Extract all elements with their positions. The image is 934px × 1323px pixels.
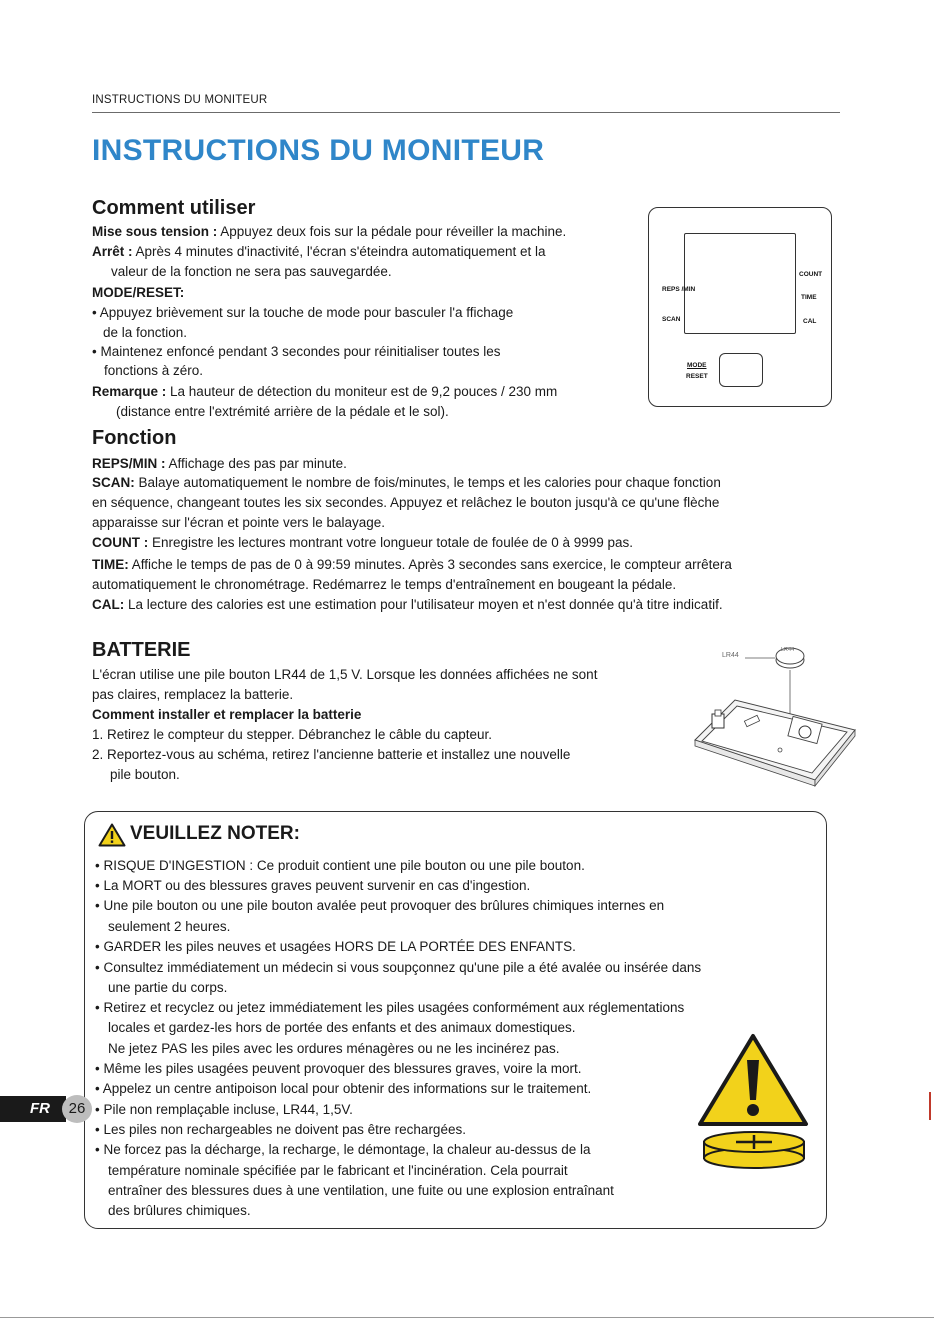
- usage-mode-reset-label: MODE/RESET:: [92, 285, 185, 300]
- usage-bullet-1-cont: de la fonction.: [103, 325, 188, 340]
- battery-text-2: pas claires, remplacez la batterie.: [92, 687, 294, 702]
- battery-howto-title: Comment installer et remplacer la batterie: [92, 707, 362, 722]
- coin-battery-icon: [702, 1130, 806, 1170]
- monitor-label-reset: RESET: [686, 373, 708, 380]
- usage-bullet-2-cont: fonctions à zéro.: [104, 363, 204, 378]
- warning-item-7: • Même les piles usagées peuvent provoquer des blessures graves, voire la mort.: [95, 1061, 582, 1076]
- function-count: [92, 533, 633, 553]
- warning-item-5-cont: une partie du corps.: [108, 980, 228, 995]
- function-reps-min: [92, 454, 347, 474]
- header-divider: [92, 112, 840, 113]
- warning-item-11-cont-2: entraîner des blessures dues à une ventilation, une fuite ou une explosion entraînant: [108, 1183, 614, 1198]
- page-number: 26: [68, 1100, 86, 1117]
- warning-item-4: • GARDER les piles neuves et usagées HORS DE LA PORTÉE DES ENFANTS.: [95, 939, 576, 954]
- section-title-usage: Comment utiliser: [92, 197, 256, 219]
- usage-power-off: [92, 242, 545, 262]
- battery-step-2-cont: pile bouton.: [110, 767, 180, 782]
- battery-step-1: 1. Retirez le compteur du stepper. Débranchez le câble du capteur.: [92, 727, 492, 742]
- battery-diagram-label: LR44: [722, 652, 739, 659]
- warning-triangle-icon: [98, 823, 126, 847]
- warning-title: VEUILLEZ NOTER:: [130, 823, 300, 844]
- function-cal: [92, 595, 723, 615]
- monitor-label-scan: SCAN: [662, 316, 681, 323]
- usage-power-off-text: Après 4 minutes d'inactivité, l'écran s'éteindra automatiquement et la: [132, 244, 546, 259]
- function-reps-min-text: Affichage des pas par minute.: [165, 456, 347, 471]
- warning-sign-icon: [696, 1032, 810, 1128]
- function-scan-cont-2: apparaisse sur l'écran et pointe vers le balayage.: [92, 515, 385, 530]
- usage-power-on-label: Mise sous tension :: [92, 224, 218, 239]
- usage-note-label: Remarque :: [92, 384, 167, 399]
- monitor-screen: [684, 233, 796, 334]
- usage-bullet-1: • Appuyez brièvement sur la touche de mode pour basculer l'a ffichage: [92, 305, 514, 320]
- running-header: INSTRUCTIONS DU MONITEUR: [92, 94, 268, 106]
- function-scan-text: Balaye automatiquement le nombre de fois/minutes, le temps et les calories pour chaque fonction: [134, 475, 721, 490]
- warning-item-11-cont-3: des brûlures chimiques.: [108, 1203, 251, 1218]
- monitor-label-time: TIME: [801, 294, 817, 301]
- section-title-function: Fonction: [92, 427, 177, 449]
- battery-step-2: 2. Reportez-vous au schéma, retirez l'ancienne batterie et installez une nouvelle: [92, 747, 571, 762]
- warning-item-6-cont-2: Ne jetez PAS les piles avec les ordures ménagères ou ne les incinérez pas.: [108, 1041, 560, 1056]
- battery-coin-label: LR44: [781, 647, 795, 653]
- warning-item-8: • Appelez un centre antipoison local pour obtenir des informations sur le traitement.: [95, 1081, 592, 1096]
- function-count-label: COUNT :: [92, 535, 149, 550]
- warning-item-11-cont-1: température nominale spécifiée par le fabricant et l'incinération. Cela pourrait: [108, 1163, 568, 1178]
- function-scan-cont-1: en séquence, changeant toutes les six secondes. Appuyez et relâchez le bouton jusqu'à ce qu'une flèche: [92, 495, 720, 510]
- monitor-label-mode: MODE: [687, 362, 707, 369]
- usage-bullet-2: • Maintenez enfoncé pendant 3 secondes pour réinitialiser toutes les: [92, 344, 501, 359]
- function-cal-text: La lecture des calories est une estimation pour l'utilisateur moyen et n'est donnée qu'à titre indicatif.: [124, 597, 723, 612]
- warning-item-11: • Ne forcez pas la décharge, la recharge, le démontage, la chaleur au-dessus de la: [95, 1142, 591, 1157]
- usage-note: [92, 382, 557, 402]
- warning-item-6: • Retirez et recyclez ou jetez immédiatement les piles usagées conformément aux réglementations: [95, 1000, 685, 1015]
- battery-diagram: [690, 640, 860, 795]
- monitor-label-cal: CAL: [803, 318, 817, 325]
- warning-item-5: • Consultez immédiatement un médecin si vous soupçonnez qu'une pile a été avalée ou insérée dans: [95, 960, 702, 975]
- warning-item-9: • Pile non remplaçable incluse, LR44, 1,5V.: [95, 1102, 353, 1117]
- battery-text-1: L'écran utilise une pile bouton LR44 de 1,5 V. Lorsque les données affichées ne sont: [92, 667, 598, 682]
- usage-note-cont: (distance entre l'extrémité arrière de la pédale et le sol).: [116, 404, 449, 419]
- monitor-label-reps-min: REPS /MIN: [662, 286, 696, 293]
- function-time-text: Affiche le temps de pas de 0 à 99:59 minutes. Après 3 secondes sans exercice, le compteur arrêtera: [128, 557, 732, 572]
- warning-item-10: • Les piles non rechargeables ne doivent pas être rechargées.: [95, 1122, 466, 1137]
- warning-item-1: • RISQUE D'INGESTION : Ce produit contient une pile bouton ou une pile bouton.: [95, 858, 585, 873]
- usage-power-off-cont: valeur de la fonction ne sera pas sauvegardée.: [111, 264, 392, 279]
- warning-item-3: • Une pile bouton ou une pile bouton avalée peut provoquer des brûlures chimiques internes en: [95, 898, 665, 913]
- usage-power-on: [92, 222, 566, 242]
- function-scan-label: SCAN:: [92, 475, 135, 490]
- language-label: FR: [30, 1100, 50, 1117]
- warning-item-6-cont-1: locales et gardez-les hors de portée des enfants et des animaux domestiques.: [108, 1020, 576, 1035]
- function-count-text: Enregistre les lectures montrant votre longueur totale de foulée de 0 à 9999 pas.: [148, 535, 634, 550]
- bottom-divider: [0, 1317, 934, 1318]
- section-title-battery: BATTERIE: [92, 639, 191, 661]
- function-reps-min-label: REPS/MIN :: [92, 456, 166, 471]
- edge-marker: [929, 1092, 931, 1120]
- usage-note-text: La hauteur de détection du moniteur est de 9,2 pouces / 230 mm: [166, 384, 558, 399]
- page-title: INSTRUCTIONS DU MONITEUR: [92, 134, 545, 167]
- warning-item-2: • La MORT ou des blessures graves peuvent survenir en cas d'ingestion.: [95, 878, 531, 893]
- function-scan: [92, 473, 721, 493]
- monitor-label-count: COUNT: [799, 271, 823, 278]
- warning-item-3-cont: seulement 2 heures.: [108, 919, 231, 934]
- monitor-mode-button: [719, 353, 763, 387]
- function-cal-label: CAL:: [92, 597, 125, 612]
- function-time-label: TIME:: [92, 557, 129, 572]
- function-time-cont: automatiquement le chronométrage. Redémarrez le temps d'entraînement en bougeant la pédale.: [92, 577, 677, 592]
- function-time: [92, 555, 732, 575]
- usage-power-off-label: Arrêt :: [92, 244, 133, 259]
- usage-power-on-text: Appuyez deux fois sur la pédale pour réveiller la machine.: [217, 224, 567, 239]
